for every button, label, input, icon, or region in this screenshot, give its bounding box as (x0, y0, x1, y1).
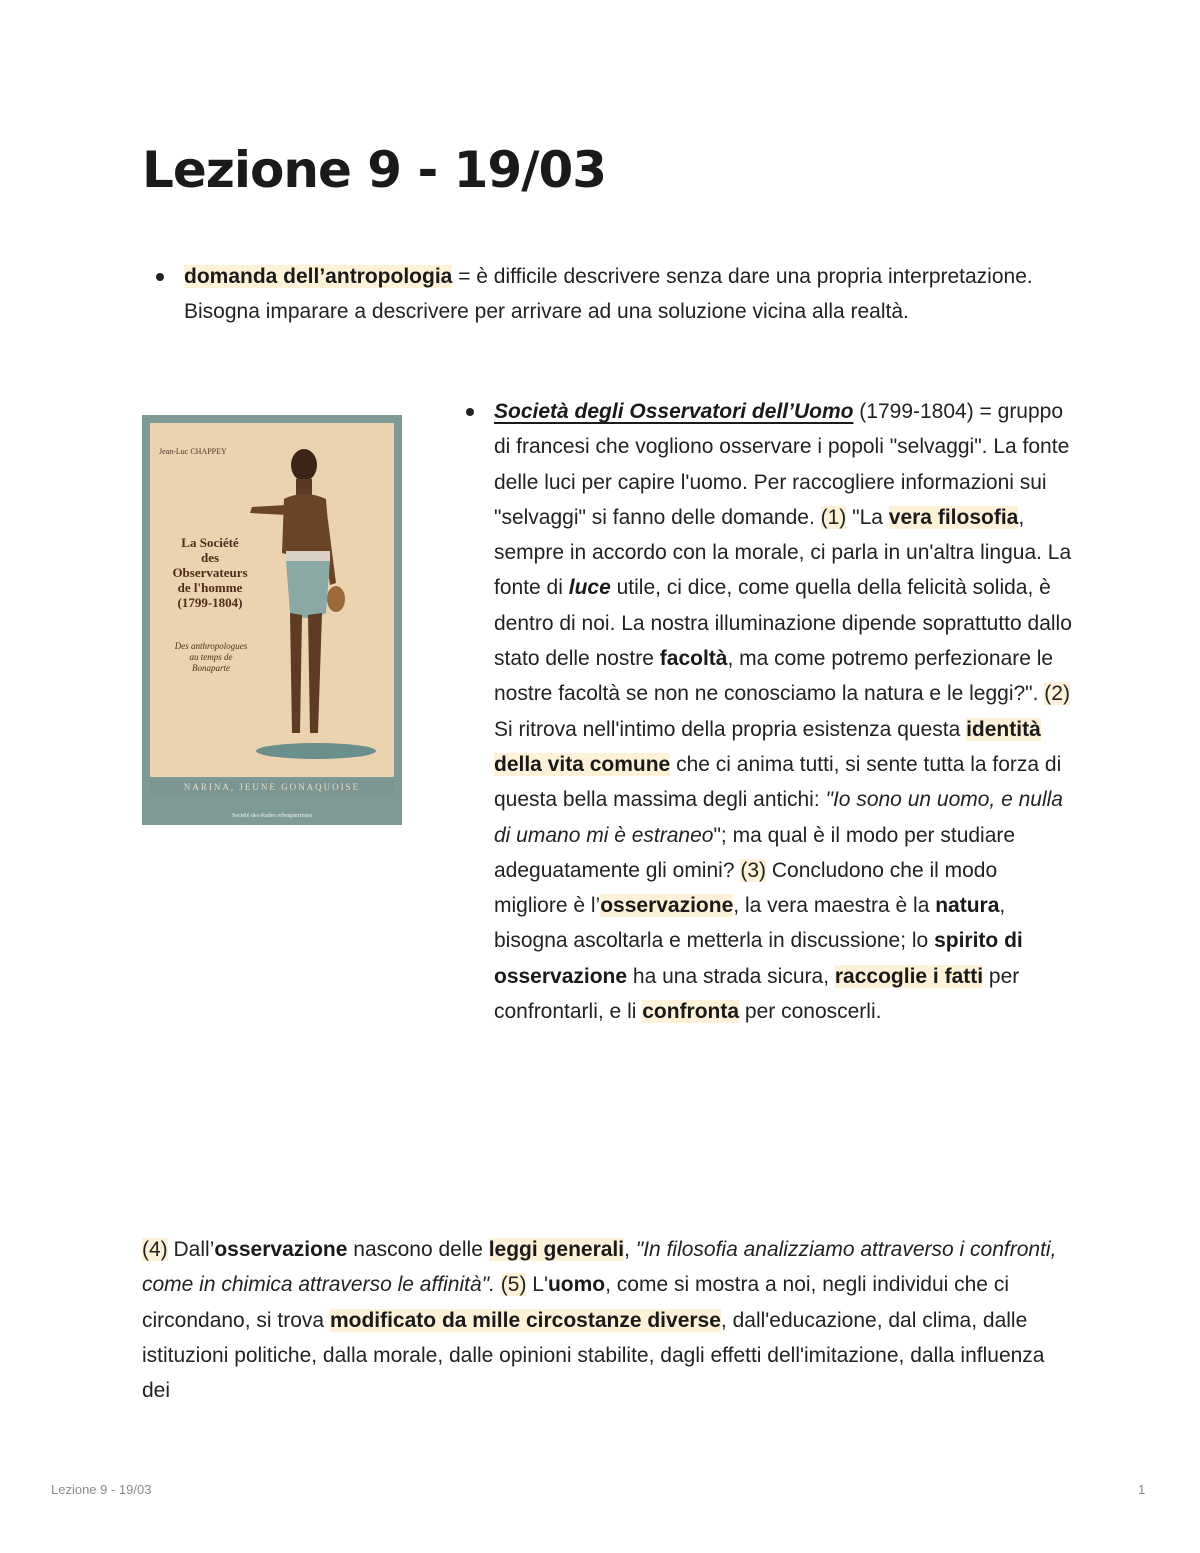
book-subtitle (166, 641, 256, 674)
bold-term: natura (935, 894, 1000, 918)
body-text: ha una strada sicura, (627, 964, 835, 988)
highlight-term: vera filosofia (888, 505, 1019, 529)
bold-term: uomo (547, 1273, 606, 1297)
book-title-line: des (200, 550, 220, 565)
book-title-line: (1799-1804) (177, 595, 243, 610)
highlight-term: modificato da mille circostanze diverse (329, 1308, 721, 1332)
book-subtitle-line: Des anthropologues (174, 641, 248, 651)
figure-head (291, 449, 317, 481)
body-text: per confrontarli, e li (494, 964, 1020, 1024)
highlight-term: leggi generali (488, 1238, 625, 1261)
bullet-dot (466, 408, 474, 416)
body-text: utile, ci dice, come quella della felicità solida, è dentro di noi. La nostra illuminazione dipende soprattutto dallo stato delle nostre (494, 576, 1072, 671)
reference-number: (4) (142, 1238, 168, 1261)
italic-quote: "Io sono un uomo, e nulla di umano mi è estraneo (494, 788, 1063, 847)
book-title-line: de l'homme (177, 580, 243, 595)
body-text: , sempre in accordo con la morale, ci parla in un'altra lingua. La fonte di (494, 505, 1072, 600)
reference-number: (3) (740, 858, 767, 882)
figure-arm-left (250, 505, 286, 515)
highlight-term: domanda dell’antropologia (184, 265, 453, 288)
body-text: , bisogna ascoltarla e metterla in discussione; lo (494, 894, 1006, 953)
body-text: che ci anima tutti, si sente tutta la forza di questa bella massima degli antichi: (494, 752, 1062, 812)
body-text: Dall’ (167, 1238, 215, 1261)
bullet-item-societa (452, 394, 1072, 1029)
body-text: "; ma qual è il modo per studiare adeguatamente gli omini? (494, 823, 1016, 882)
book-subtitle-line: au temps de (189, 652, 233, 662)
highlight-term: confronta (642, 1000, 740, 1024)
reference-number: (5) (500, 1273, 527, 1297)
paragraph-osservazione (142, 1232, 1062, 1408)
body-text: Si ritrova nell'intimo della propria esistenza questa (494, 717, 967, 741)
body-text: , ma come potremo perfezionare le nostre facoltà se non ne conosciamo la natura e le leggi?". (494, 647, 1054, 706)
body-text: Concludono che il modo migliore è l’ (494, 858, 998, 918)
footer-title: Lezione 9 - 19/03 (51, 1482, 152, 1497)
book-cover-art (150, 423, 394, 777)
body-text: , come si mostra a noi, negli individui che ci circondano, si trova (142, 1273, 1009, 1332)
figure-basket (327, 586, 345, 612)
body-text: , la vera maestra è la (733, 894, 936, 918)
reference-number: (1) (820, 505, 847, 529)
body-text: = è difficile descrivere senza dare una propria interpretazione. Bisogna imparare a descrivere per arrivare ad una soluzione vicina alla realtà. (184, 265, 1033, 324)
page-title: Lezione 9 - 19/03 (142, 141, 607, 199)
body-text: , dall'educazione, dal clima, dalle istituzioni politiche, dalla morale, dalle opinioni stabilite, dagli effetti dell'imitazione, dalla influenza dei (142, 1308, 1045, 1403)
reference-number: (2) (1044, 682, 1070, 706)
bold-term: osservazione (214, 1238, 348, 1261)
intro-bullet-list (142, 259, 1062, 330)
bullet-dot (156, 273, 164, 281)
body-text: nascono delle (347, 1238, 489, 1261)
italic-bold-term: luce (568, 576, 611, 600)
italic-quote: "In filosofia analizziamo attraverso i confronti, come in chimica attraverso le affinità". (142, 1238, 1057, 1297)
highlight-term: raccoglie i fatti (834, 964, 984, 988)
book-cover-image (142, 415, 402, 825)
figure-illustration (246, 433, 386, 763)
body-text: (1799-1804) = gruppo di francesi che vogliono osservare i popoli "selvaggi". La fonte delle luci per capire l'uomo. Per raccogliere informazioni sui "selvaggi" si fanno delle domande. (494, 400, 1070, 529)
body-text: L' (526, 1273, 548, 1297)
societa-bullet-list (452, 394, 1072, 1029)
book-subtitle-line: Bonaparte (192, 663, 230, 673)
highlight-term: identità della vita comune (494, 717, 1041, 776)
book-title-line: Observateurs (172, 565, 248, 580)
body-text (495, 1273, 501, 1296)
italic-term: Società degli Osservatori dell’Uomo (494, 400, 854, 423)
underlined-term (494, 400, 853, 423)
bullet-item-domanda (142, 259, 1062, 330)
body-text: "La (846, 505, 889, 529)
figure-belt (286, 551, 330, 561)
book-title-line: La Société (181, 535, 239, 550)
bold-term: facoltà (659, 647, 728, 671)
figure-leg-left (290, 613, 302, 733)
body-text: per conoscerli. (739, 1000, 882, 1024)
book-author: Jean-Luc CHAPPEY (159, 447, 227, 456)
book-caption: NARINA, JEUNE GONAQUOISE (150, 779, 394, 795)
book-publisher: Société des études robespierristes (231, 813, 313, 819)
figure-apron (286, 561, 330, 618)
body-text: , (624, 1238, 636, 1261)
page-number: 1 (1138, 1482, 1146, 1497)
bold-term: spirito di osservazione (494, 929, 1023, 988)
bold-term (569, 576, 611, 599)
ground-shadow (256, 743, 376, 759)
highlight-term: osservazione (600, 894, 734, 918)
figure-leg-right (308, 613, 322, 733)
